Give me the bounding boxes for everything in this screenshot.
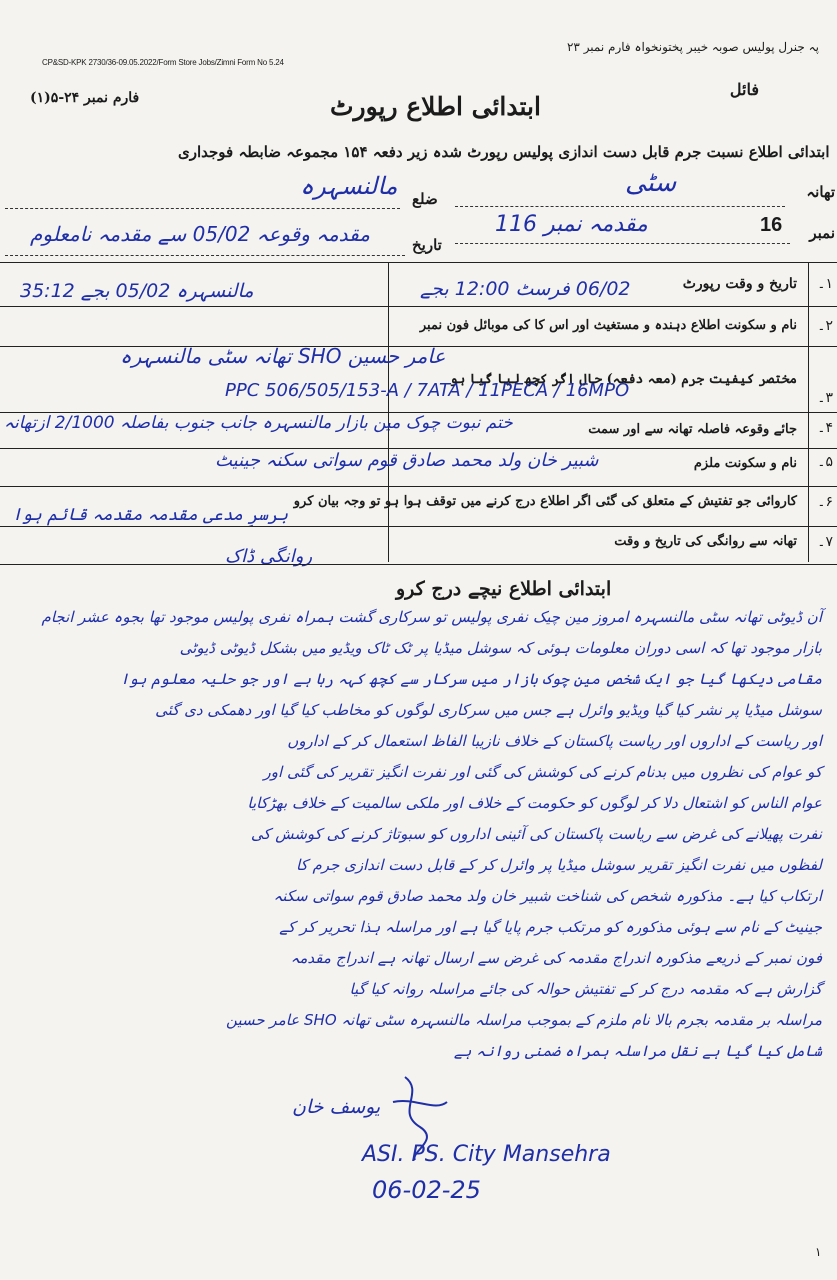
row-5-num: ۵۔ (817, 454, 833, 470)
district-value: مالنسہرہ (300, 172, 398, 200)
row-7-label: تھانہ سے روانگی کی تاریخ و وقت (614, 534, 797, 549)
row-4-label: جائے وقوعہ فاصلہ تھانہ سے اور سمت (588, 422, 797, 437)
file-label: فائل (729, 80, 759, 99)
number-value: 16 (760, 214, 783, 236)
row-6-label: کاروائی جو تفتیش کے متعلق کی گئی اگر اطلاع درج کرنے میں توقف ہوا ہو تو وجہ بیان کرو (293, 494, 797, 509)
number-handwritten: مقدمہ نمبر 116 (495, 212, 648, 237)
signature-name: یوسف خان (292, 1096, 381, 1118)
district-line (5, 208, 400, 209)
row-6-num: ۶۔ (817, 494, 833, 510)
row-5-border (0, 486, 837, 487)
thana-value: سٹی (625, 168, 677, 198)
report-line: عوام الناس کو اشتعال دلا کر لوگوں کو حکومت کے خلاف اور ملکی سالمیت کے خلاف بھڑکایا (247, 794, 822, 812)
table-top-border (0, 262, 837, 263)
number-line (455, 243, 790, 244)
report-line: لفظوں میں نفرت انگیز تقریر سوشل میڈیا پر وائرل کر کے قابل دست اندازی جرم کا (296, 856, 822, 874)
report-line: نفرت پھیلانے کی غرض سے ریاست پاکستان کی آئینی اداروں کو سبوتاژ کرنے کی کوشش کی (250, 825, 822, 843)
header-top-right-note: پہ جنرل پولیس صوبہ خیبر پختونخواہ فارم نمبر ۲۳ (566, 40, 819, 54)
report-line: کو عوام کی نظروں میں بدنام کرنے کی کوشش کی گئی اور نفرت انگیز تقریر کی گئی اور (263, 763, 822, 781)
row-4-num: ۴۔ (817, 420, 833, 436)
row-4-border (0, 448, 837, 449)
row-1-value: 06/02 فرسٹ 12:00 بجے (420, 278, 631, 300)
report-body (12, 608, 822, 1073)
row-3-value: PPC 506/505/153-A / 7ATA / 11PECA / 16MPO (225, 380, 630, 401)
report-line: اور ریاست کے اداروں اور ریاست پاکستان کے خلاف نازیبا الفاظ استعمال کر کے اداروں (287, 732, 822, 750)
report-line: جینیٹ کے نام سے ہوئی مذکورہ کو مرتکب جرم پایا گیا ہے اور مراسلہ ہذا تحریر کر کے (279, 918, 822, 936)
signature-date: 06-02-25 (372, 1176, 481, 1204)
report-line: آن ڈیوٹی تھانہ سٹی مالنسہرہ امروز مین چیک نفری پولیس تو سرکاری گشت ہمراہ نفری پولیس موجود تھا بجوہ عشر انجام (41, 608, 822, 626)
row-2-num: ۲۔ (817, 318, 833, 334)
report-line: سوشل میڈیا پر نشر کیا گیا ویڈیو وائرل ہے جس میں سرکاری لوگوں کو مخاطب کیا گیا اور دھمکی دی گئی (155, 701, 822, 719)
row-2-label: نام و سکونت اطلاع دہندہ و مستغیث اور اس کا کی موبائل فون نمبر (419, 318, 797, 333)
form-number: فارم نمبر ۲۴-۵(۱) (30, 90, 140, 106)
number-label: نمبر (809, 224, 835, 242)
report-line: فون نمبر کے ذریعے مذکورہ اندراج مقدمہ کی غرض سے ارسال تھانہ ہے اندراج مقدمہ (290, 949, 822, 967)
row-3-num: ۳۔ (817, 390, 833, 406)
report-line: مقامی دیکھا گیا جو ایک شخص مین چوک بازار میں سرکار سے کچھ کہہ رہا ہے اور جو حلیہ معلوم ہوا (120, 670, 822, 688)
document-subtitle: ابتدائی اطلاع نسبت جرم قابل دست اندازی پولیس رپورٹ شدہ زیر دفعہ ۱۵۴ مجموعہ ضابطہ فوجداری (178, 143, 830, 161)
row-5-value: شبیر خان ولد محمد صادق قوم سواتی سکنہ جینیٹ (215, 450, 599, 471)
row-7-value: روانگی ڈاک (225, 546, 313, 567)
row-4-value: ختم نبوت چوک مین بازار مالنسہرہ جانب جنوب بفاصلہ 2/1000 ازتھانہ (4, 413, 513, 433)
row-2-value: عامر حسین SHO تھانہ سٹی مالنسہرہ (120, 344, 446, 368)
row-1-border (0, 306, 837, 307)
row-1-label: تاریخ و وقت رپورٹ (682, 276, 797, 292)
report-line: گزارش ہے کہ مقدمہ درج کر کے تفتیش حوالہ کی جائے مراسلہ روانہ کیا گیا (349, 980, 822, 998)
row-3-label: مختصر کیفیت جرم (معہ دفعہ) حال اگر کچھ لیا گیا ہو (449, 372, 797, 387)
report-heading: ابتدائی اطلاع نیچے درج کرو (396, 578, 612, 600)
page-mark: ۱ (815, 1245, 822, 1259)
report-line: شامل کیا گیا ہے نقل مراسلہ ہمراہ ضمنی روانہ ہے (453, 1042, 822, 1060)
document-title: ابتدائی اطلاع رپورٹ (330, 92, 541, 121)
district-label: ضلع (412, 190, 438, 208)
date-line (5, 255, 405, 256)
signature-designation: ASI. PS. City Mansehra (362, 1142, 611, 1167)
thana-line (455, 206, 785, 207)
row-7-num: ۷۔ (817, 534, 833, 550)
row-1-num: ۱۔ (817, 276, 833, 292)
row-6-value: برسرِ مدعی مقدمہ مقدمہ قائم ہوا (12, 505, 289, 525)
report-line: بازار موجود تھا کہ اسی دوران معلومات ہوئی کہ سوشل میڈیا پر ٹک ٹاک ویڈیو میں بشکل ڈیوٹی ڈیوٹی (179, 639, 822, 657)
row-5-label: نام و سکونت ملزم (693, 456, 797, 471)
row-7-border (0, 564, 837, 565)
thana-label: تھانہ (806, 183, 835, 201)
print-reference: CP&SD-KPK 2730/36-09.05.2022/Form Store Jobs/Zimni Form No 5.24 (42, 58, 284, 67)
report-line: مراسلہ بر مقدمہ بجرم بالا نام ملزم کے بموجب مراسلہ مالنسہرہ سٹی تھانہ SHO عامر حسین (226, 1011, 822, 1029)
row-1-value-left: مالنسہرہ 05/02 بجے 35:12 (20, 280, 254, 302)
date-handwritten: مقدمہ وقوعہ 05/02 سے مقدمہ نامعلوم (30, 222, 370, 246)
row-6-border (0, 526, 837, 527)
date-label: تاریخ (412, 236, 442, 254)
report-line: ارتکاب کیا ہے۔ مذکورہ شخص کی شناخت شبیر خان ولد محمد صادق قوم سواتی سکنہ (273, 887, 822, 905)
